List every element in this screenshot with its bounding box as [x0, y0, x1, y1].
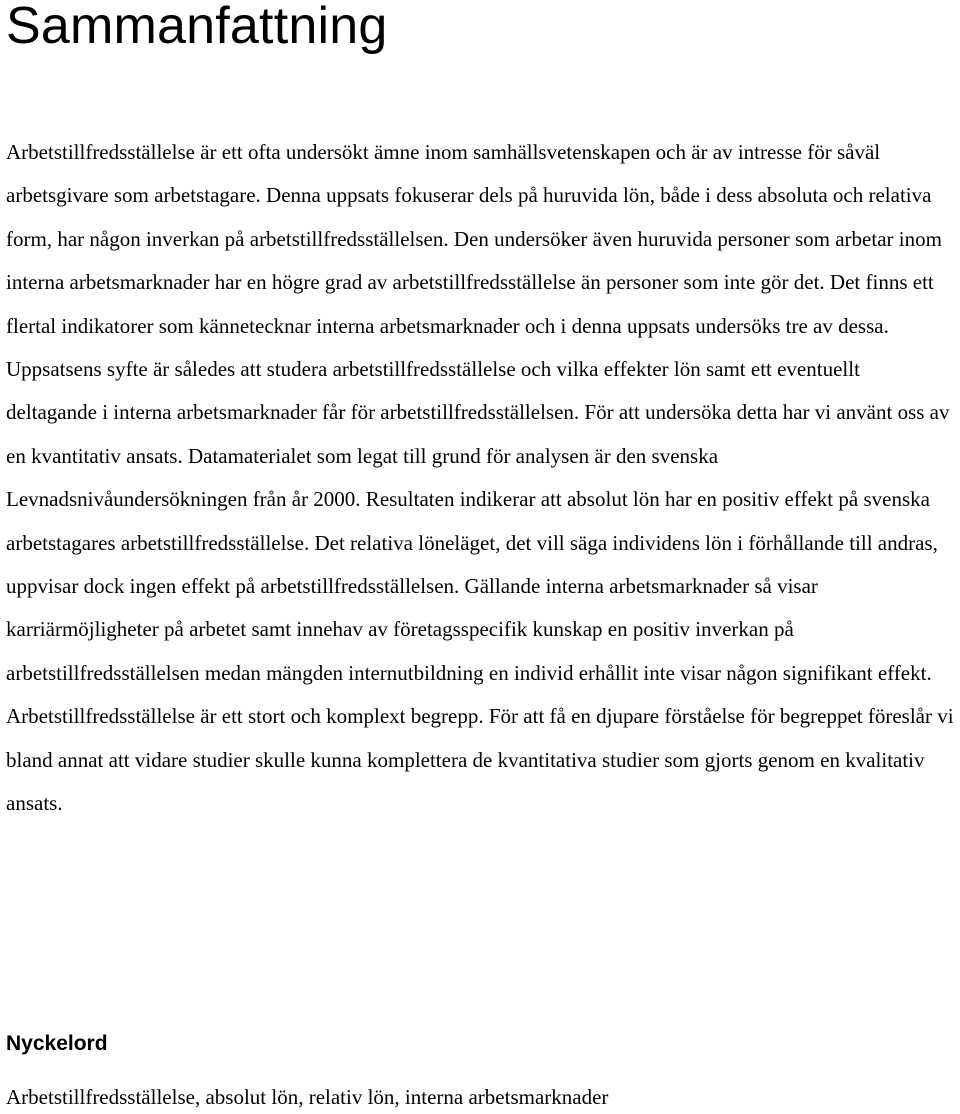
keywords-heading: Nyckelord [6, 1032, 108, 1055]
abstract-paragraph: Arbetstillfredsställelse är ett ofta undersökt ämne inom samhällsvetenskapen och är av intresse för såväl arbetsgivare som arbetstagare. Denna uppsats fokuserar dels på huruvida lön, både i dess absoluta och relativa form, har någon inverkan på arbetstillfredsställelsen. Den undersöker även huruvida personer som arbetar inom interna arbetsmarknader har en högre grad av arbetstillfredsställelse än personer som inte gör det. Det finns ett flertal indikatorer som kännetecknar interna arbetsmarknader och i denna uppsats undersöks tre av dessa. Uppsatsens syfte är således att studera arbetstillfredsställelse och vilka effekter lön samt ett eventuellt deltagande i interna arbetsmarknader får för arbetstillfredsställelsen. För att undersöka detta har vi använt oss av en kvantitativ ansats. Datamaterialet som legat till grund för analysen är den svenska Levnadsnivåundersökningen från år 2000. Resultaten indikerar att absolut lön har en positiv effekt på svenska arbetstagares arbetstillfredsställelse. Det relativa löneläget, det vill säga individens lön i förhållande till andras, uppvisar dock ingen effekt på arbetstillfredsställelsen. Gällande interna arbetsmarknader så visar karriärmöjligheter på arbetet samt innehav av företagsspecifik kunskap en positiv inverkan på arbetstillfredsställelsen medan mängden internutbildning en individ erhållit inte visar någon signifikant effekt. Arbetstillfredsställelse är ett stort och komplext begrepp. För att få en djupare förståelse för begreppet föreslår vi bland annat att vidare studier skulle kunna komplettera de kvantitativa studier som gjorts genom en kvalitativ ansats. [6, 140, 954, 816]
keywords-list: Arbetstillfredsställelse, absolut lön, relativ lön, interna arbetsmarknader [6, 1085, 609, 1109]
document-title: Sammanfattning [6, 0, 388, 55]
document-page [6, 0, 956, 1114]
